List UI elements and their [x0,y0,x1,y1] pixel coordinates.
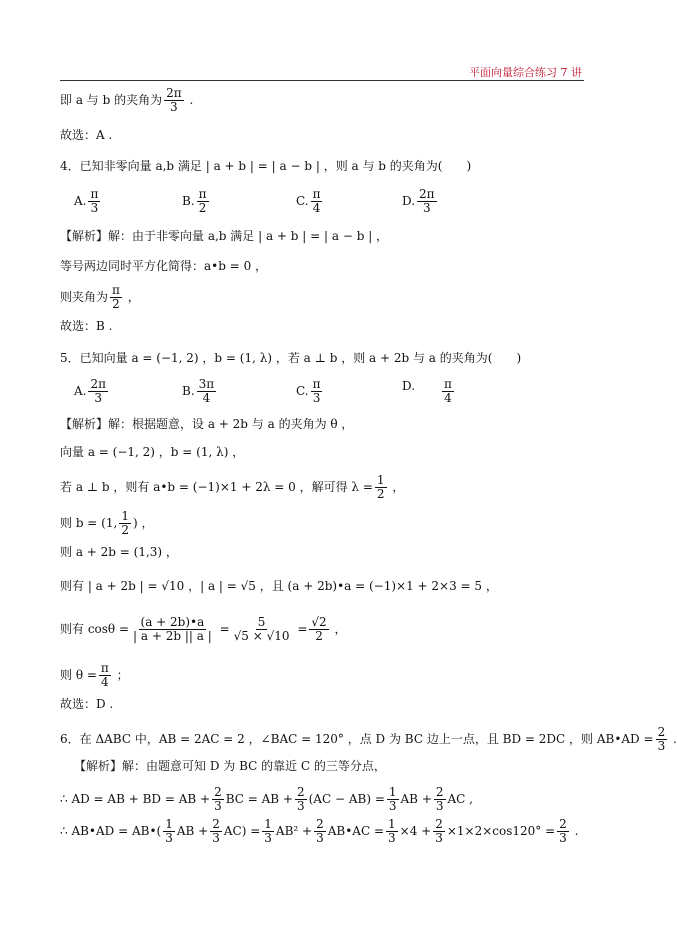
fraction [295,786,307,813]
fraction [232,616,292,643]
fraction-numerator: 2 [316,817,324,831]
text-line [60,127,112,143]
text-segment: . [669,732,677,746]
fraction [434,786,446,813]
text-segment: 故选：B . [60,319,113,333]
fraction-numerator: 1 [388,817,396,831]
text-segment: ) ， [132,516,154,530]
fraction-denominator: 3 [170,100,178,114]
text-segment: 【解析】解：根据题意，设 a + 2b 与 a 的夹角为 θ ， [60,417,354,431]
fraction-denominator: 4 [101,675,109,689]
fraction-numerator: 2 [296,785,305,799]
text-line [60,444,244,460]
fraction [163,818,175,845]
text-segment: 则夹角为 [60,290,109,304]
text-segment: ×4 + [399,824,432,838]
fraction-denominator: √5 × √10 [233,629,290,643]
fraction-denominator: 3 [296,799,305,813]
text-segment: 等号两边同时平方化简得：a•b = 0 ， [60,259,268,273]
text-segment: BC = AB + [225,792,293,806]
text-line [60,474,404,501]
text-segment: C. [296,384,309,398]
fraction-numerator: 2 [657,725,666,739]
text-line [60,228,388,244]
text-segment: = [293,622,308,636]
fraction-numerator: π [312,187,321,201]
fraction-numerator: π [90,187,99,201]
text-line [74,188,102,215]
text-line [296,378,324,405]
text-line [60,786,473,813]
text-line [60,662,129,689]
fraction-denominator: 3 [214,799,222,813]
fraction [131,616,214,643]
fraction [386,818,398,845]
text-segment: 【解析】解：由于非零向量 a,b 满足 | a + b | = | a − b | ， [60,229,389,243]
text-segment: . [570,824,579,838]
text-line [74,758,386,774]
fraction-numerator: 2 [435,785,444,799]
fraction-numerator: (a + 2b)•a [140,615,205,629]
fraction-numerator: 1 [121,509,129,523]
fraction-numerator: π [444,377,452,391]
text-line [60,318,112,334]
fraction-numerator: 1 [376,473,385,487]
fraction [212,786,224,813]
text-line [60,510,153,537]
fraction-numerator: √2 [311,615,327,629]
fraction-numerator: 3π [198,377,215,391]
text-line [60,544,178,560]
fraction-numerator: 1 [165,817,173,831]
fraction-denominator: 2 [112,297,120,311]
text-segment: ， [330,622,347,636]
text-segment: 故选：D . [60,697,114,711]
text-segment: AB² + [275,824,313,838]
fraction-denominator: 2 [376,487,385,501]
text-line [60,616,347,643]
text-segment: 6．在 ΔABC 中，AB = 2AC = 2 ，∠BAC = 120° ，点 D 为 BC 边上一点，且 BD = 2DC ，则 AB•AD = [60,732,654,746]
fraction [387,786,399,813]
fraction [88,188,100,215]
fraction-numerator: π [100,661,109,675]
fraction [88,378,108,405]
text-line [74,378,110,405]
text-segment: AC) = [223,824,261,838]
text-line [60,818,578,845]
fraction-numerator: 5 [257,615,266,629]
text-segment: B. [182,194,195,208]
fraction-denominator: 3 [165,831,173,845]
text-segment: D. [402,379,416,393]
fraction-numerator: 2 [435,817,443,831]
fraction-denominator: 2 [121,523,129,537]
fraction-denominator: 4 [202,391,211,405]
text-segment: = [215,622,230,636]
text-line [182,378,218,405]
fraction-denominator: 3 [264,831,272,845]
text-segment: 故选：A . [60,128,113,142]
fraction-denominator: 3 [212,831,220,845]
fraction-numerator: 1 [388,785,397,799]
text-segment: C. [296,194,309,208]
fraction-numerator: π [312,377,321,391]
fraction [197,378,217,405]
text-segment: AC , [447,792,473,806]
text-line [60,726,677,753]
text-line [60,258,267,274]
fraction [262,818,274,845]
fraction [311,378,323,405]
text-line [440,378,456,405]
text-segment: 向量 a = (−1, 2) ，b = (1, λ) ， [60,445,245,459]
text-segment: 【解析】解：由题意可知 D 为 BC 的靠近 C 的三等分点， [74,759,386,773]
fraction-numerator: 2 [559,817,567,831]
fraction [557,818,569,845]
fraction-denominator: 4 [312,201,321,215]
text-segment: ∴ AD = AB + BD = AB + [60,792,211,806]
text-segment: 则 b = (1, [60,516,118,530]
fraction-denominator: 3 [422,201,431,215]
fraction [119,510,131,537]
text-segment: 则有 cosθ = [60,622,130,636]
fraction-denominator: 3 [435,799,444,813]
text-line [402,378,415,394]
text-segment: B. [182,384,195,398]
text-segment: . [185,93,194,107]
text-segment: A. [74,384,87,398]
text-segment: 则 a + 2b = (1,3) ， [60,545,178,559]
text-segment: (AC − AB) = [308,792,385,806]
text-segment: A. [74,194,87,208]
fraction-denominator: 3 [90,201,99,215]
fraction [433,818,445,845]
fraction-denominator: | a + 2b || a | [133,629,212,643]
text-segment: D. [402,194,416,208]
fraction-denominator: 2 [315,629,323,643]
fraction [417,188,437,215]
fraction [210,818,222,845]
text-segment: AB + [176,824,209,838]
fraction-numerator: π [112,283,120,297]
fraction-denominator: 3 [312,391,321,405]
fraction [110,284,122,311]
fraction [197,188,209,215]
text-line [60,578,498,594]
fraction-denominator: 2 [198,201,207,215]
page-header [60,60,584,81]
fraction-numerator: 2 [212,817,220,831]
fraction [375,474,387,501]
text-line [60,696,113,712]
text-line [60,284,140,311]
text-line [60,416,353,432]
fraction-denominator: 3 [388,831,396,845]
fraction-denominator: 3 [435,831,443,845]
text-line [60,158,471,174]
fraction [309,616,328,643]
text-line [60,87,193,114]
fraction-numerator: 2π [419,187,435,201]
text-segment: ， [388,480,405,494]
fraction-denominator: 3 [388,799,397,813]
text-segment: ； [112,668,129,682]
fraction [99,662,111,689]
text-segment: ， [123,290,140,304]
text-segment: 则有 | a + 2b | = √10 ，| a | = √5 ，且 (a + 2b)•a = (−1)×1 + 2×3 = 5 ， [60,579,498,593]
text-line [182,188,211,215]
fraction [164,87,184,114]
fraction [311,188,323,215]
fraction-denominator: 4 [444,391,452,405]
header-title: 平面向量综合练习 7 讲 [469,66,582,79]
text-segment: ∴ AB•AD = AB•( [60,824,162,838]
fraction-numerator: 2 [214,785,222,799]
fraction-numerator: 1 [264,817,272,831]
fraction-denominator: 3 [316,831,324,845]
text-segment: AB + [400,792,432,806]
text-segment: 5．已知向量 a = (−1, 2) ，b = (1, λ) ，若 a ⊥ b ，则 a + 2b 与 a 的夹角为( ) [60,351,522,365]
text-line [60,350,521,366]
text-line [296,188,324,215]
fraction [656,726,668,753]
fraction-numerator: π [198,187,207,201]
text-line [402,188,439,215]
text-segment: 4．已知非零向量 a,b 满足 | a + b | = | a − b | ，则 a 与 b 的夹角为( ) [60,159,472,173]
fraction [442,378,454,405]
fraction-denominator: 3 [94,391,103,405]
text-segment: 若 a ⊥ b ，则有 a•b = (−1)×1 + 2λ = 0 ，解可得 λ = [60,480,373,494]
fraction [314,818,326,845]
text-segment: AB•AC = [327,824,385,838]
text-segment: ×1×2×cos120° = [446,824,556,838]
fraction-denominator: 3 [657,739,666,753]
fraction-numerator: 2π [166,86,182,100]
text-segment: 则 θ = [60,668,97,682]
fraction-numerator: 2π [90,377,107,391]
fraction-denominator: 3 [559,831,567,845]
text-segment: 即 a 与 b 的夹角为 [60,93,163,107]
